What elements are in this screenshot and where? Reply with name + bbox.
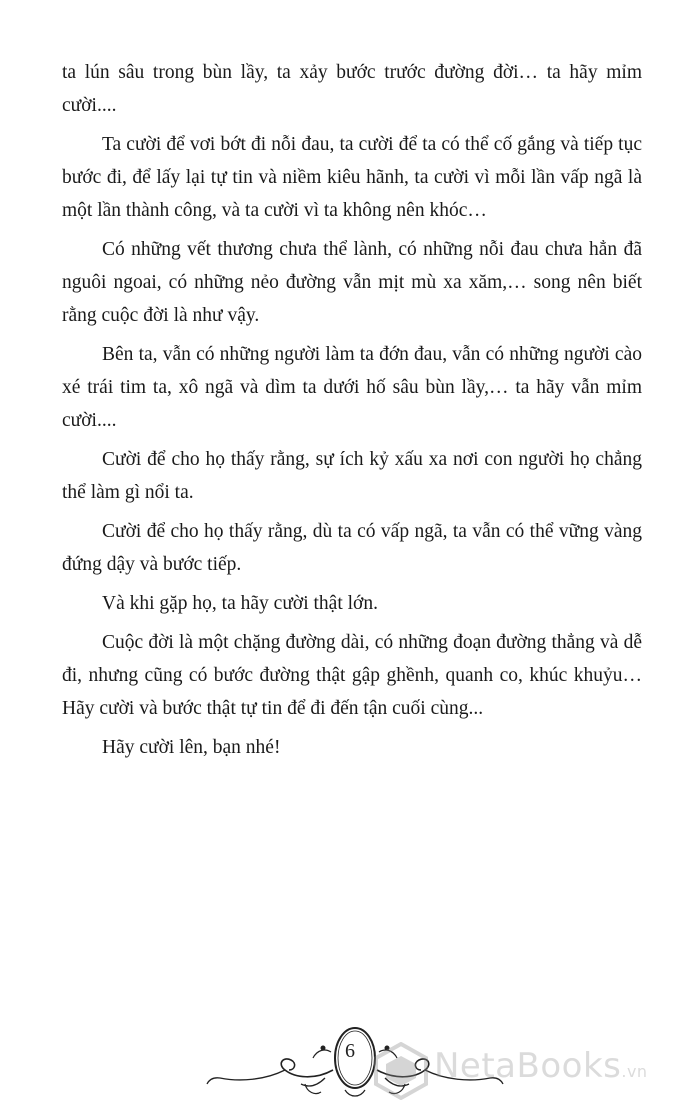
page-number: 6 (345, 1040, 355, 1062)
paragraph-8: Cuộc đời là một chặng đường dài, có những đoạn đường thẳng và dễ đi, nhưng cũng có bước đường thật gập ghềnh, quanh co, khúc khuỷu… Hãy cười và bước thật tự tin để đi đến tận cuối cùng... (62, 632, 642, 719)
watermark-text (434, 1046, 648, 1086)
netabooks-logo-icon (372, 1042, 430, 1100)
page-body-text (62, 56, 642, 770)
paragraph-2: Ta cười để vơi bớt đi nỗi đau, ta cười để ta có thể cố gắng và tiếp tục bước đi, để lấy lại tự tin và niềm kiêu hãnh, ta cười vì mỗi lần vấp ngã là một lần thành công, và ta cười vì ta không nên khóc… (62, 134, 642, 221)
watermark-suffix: .vn (621, 1062, 648, 1081)
netabooks-watermark (372, 1042, 692, 1102)
watermark-name: NetaBooks (434, 1046, 622, 1086)
paragraph-5: Cười để cho họ thấy rằng, sự ích kỷ xấu xa nơi con người họ chẳng thể làm gì nổi ta. (62, 449, 642, 503)
paragraph-6: Cười để cho họ thấy rằng, dù ta có vấp ngã, ta vẫn có thể vững vàng đứng dậy và bước tiếp. (62, 521, 642, 575)
paragraph-7: Và khi gặp họ, ta hãy cười thật lớn. (102, 593, 378, 614)
paragraph-1: ta lún sâu trong bùn lầy, ta xảy bước trước đường đời… ta hãy mỉm cười.... (62, 62, 642, 116)
paragraph-9: Hãy cười lên, bạn nhé! (102, 737, 281, 758)
paragraph-3: Có những vết thương chưa thể lành, có những nỗi đau chưa hẳn đã nguôi ngoai, có những nẻo đường vẫn mịt mù xa xăm,… song nên biết rằng cuộc đời là như vậy. (62, 239, 642, 326)
paragraph-4: Bên ta, vẫn có những người làm ta đớn đau, vẫn có những người cào xé trái tim ta, xô ngã và dìm ta dưới hố sâu bùn lầy,… ta hãy vẫn mỉm cười.... (62, 344, 642, 431)
page-footer (0, 1010, 700, 1120)
